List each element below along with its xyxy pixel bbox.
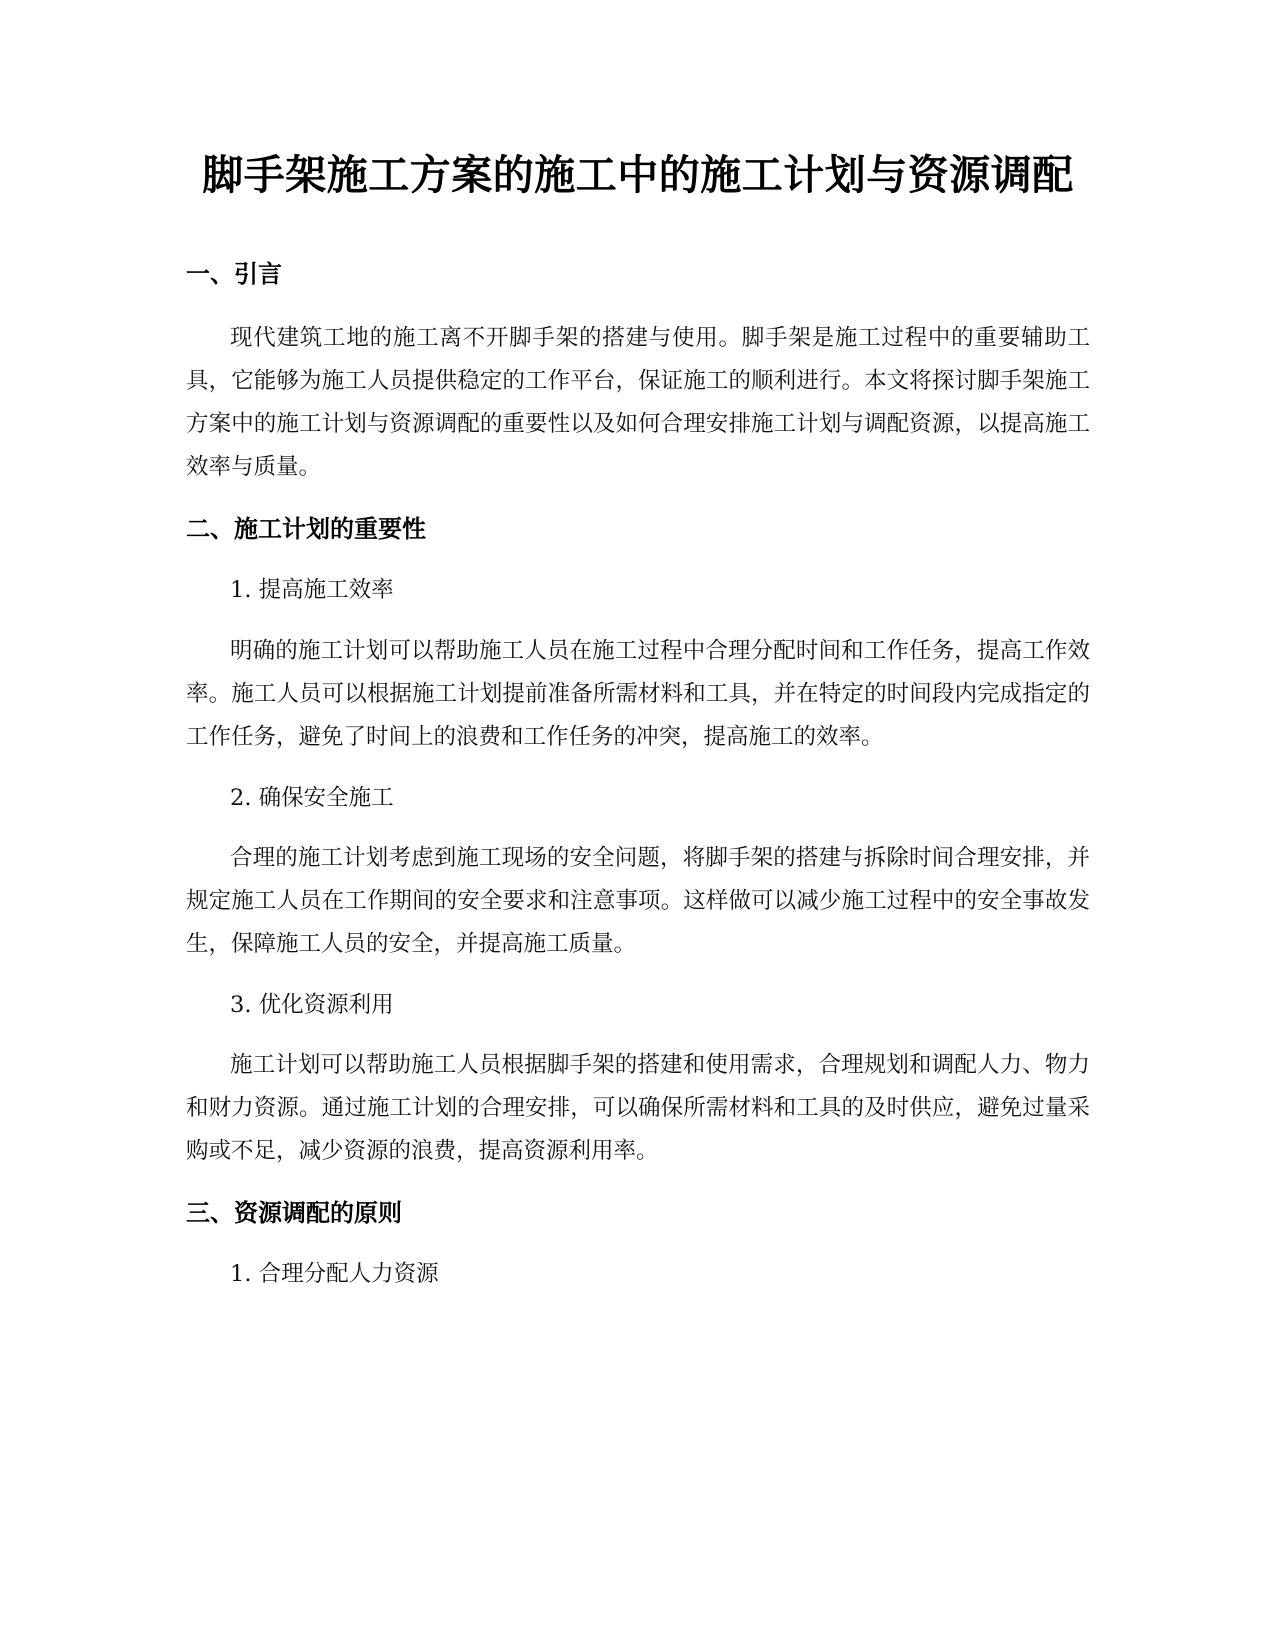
sub-item-label-safety: 2. 确保安全施工: [230, 785, 394, 811]
section-heading-introduction: 一、引言: [186, 260, 282, 288]
introduction-paragraph: 现代建筑工地的施工离不开脚手架的搭建与使用。脚手架是施工过程中的重要辅助工具，它能够为施工人员提供稳定的工作平台，保证施工的顺利进行。本文将探讨脚手架施工方案中的施工计划与资源调配的重要性以及如何合理安排施工计划与调配资源，以提高施工效率与质量。: [186, 325, 1090, 480]
sub-item-paragraph-resources: 施工计划可以帮助施工人员根据脚手架的搭建和使用需求，合理规划和调配人力、物力和财力资源。通过施工计划的合理安排，可以确保所需材料和工具的及时供应，避免过量采购或不足，减少资源的浪费，提高资源利用率。: [186, 1052, 1090, 1164]
document-title: 脚手架施工方案的施工中的施工计划与资源调配: [202, 151, 1074, 199]
document-body: [186, 140, 1090, 1290]
sub-item-paragraph-efficiency: 明确的施工计划可以帮助施工人员在施工过程中合理分配时间和工作任务，提高工作效率。施工人员可以根据施工计划提前准备所需材料和工具，并在特定的时间段内完成指定的工作任务，避免了时间上的浪费和工作任务的冲突，提高施工的效率。: [186, 638, 1090, 750]
section-heading-allocation-principles: 三、资源调配的原则: [186, 1199, 402, 1227]
sub-item-label-human-resources: 1. 合理分配人力资源: [230, 1261, 439, 1287]
sub-item-paragraph-safety: 合理的施工计划考虑到施工现场的安全问题，将脚手架的搭建与拆除时间合理安排，并规定施工人员在工作期间的安全要求和注意事项。这样做可以减少施工过程中的安全事故发生，保障施工人员的安全，并提高施工质量。: [186, 845, 1090, 957]
sub-item-label-resources: 3. 优化资源利用: [230, 992, 394, 1018]
section-heading-plan-importance: 二、施工计划的重要性: [186, 515, 426, 543]
sub-item-label-efficiency: 1. 提高施工效率: [230, 577, 394, 603]
